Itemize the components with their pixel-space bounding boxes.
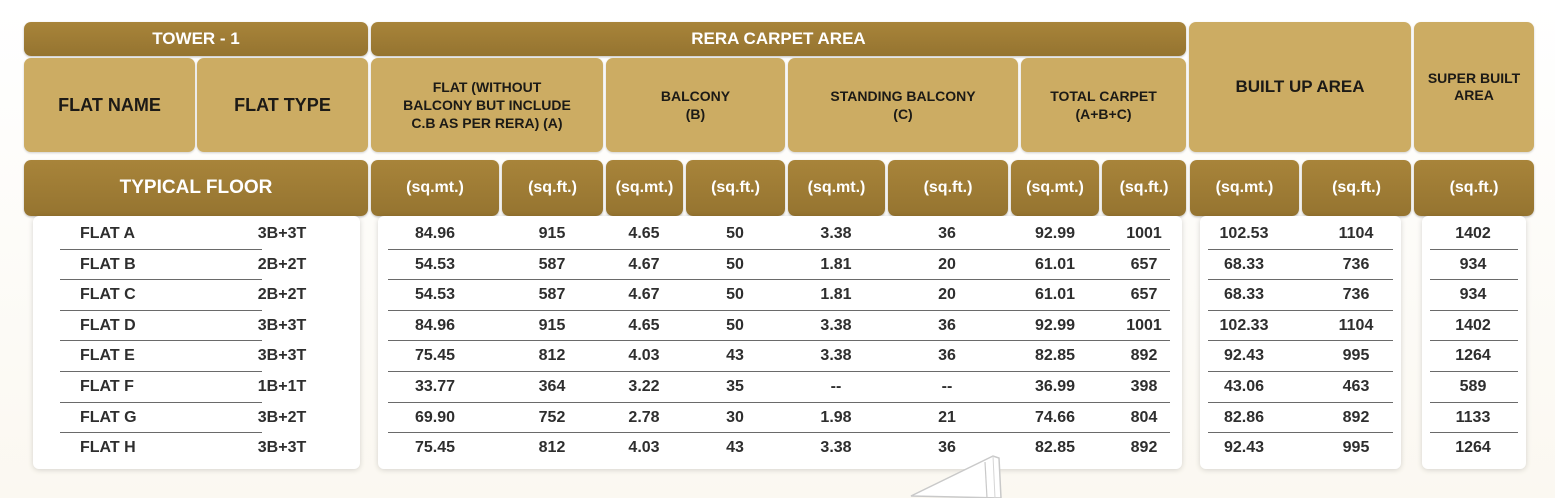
cell-bu-ft: 1104 xyxy=(1338,316,1374,334)
cell-sb-ft: 20 xyxy=(938,255,956,273)
cell-sb-mt: 1.81 xyxy=(820,255,852,273)
cell-tc-mt: 36.99 xyxy=(1034,378,1076,395)
flat-sqft-header: (sq.ft.) xyxy=(502,160,603,216)
cell-bal-ft: 50 xyxy=(726,286,744,304)
cell-tc-ft: 1001 xyxy=(1126,225,1162,242)
cell-bu-ft: 995 xyxy=(1342,347,1370,365)
cell-name: FLAT E xyxy=(80,347,135,365)
cell-type: 2B+2T xyxy=(257,286,307,304)
cell-flat-mt: 54.53 xyxy=(414,255,456,273)
cell-type: 2B+2T xyxy=(257,255,307,273)
cell-name: FLAT C xyxy=(80,286,136,304)
cell-sba-ft: 1402 xyxy=(1455,225,1491,242)
cell-tc-ft: 657 xyxy=(1130,286,1158,304)
cell-flat-mt: 75.45 xyxy=(414,439,456,457)
cell-bu-ft: 995 xyxy=(1342,439,1370,457)
cell-bal-mt: 3.22 xyxy=(628,378,660,395)
total-carpet-sqft-header: (sq.ft.) xyxy=(1102,160,1186,216)
cell-sb-mt: 3.38 xyxy=(820,316,852,334)
standing-balcony-sqmt-header: (sq.mt.) xyxy=(788,160,885,216)
cell-bal-ft: 43 xyxy=(726,347,744,365)
cell-type: 3B+3T xyxy=(257,316,307,334)
cell-tc-mt: 92.99 xyxy=(1034,225,1076,242)
cell-name: FLAT A xyxy=(80,225,136,242)
cell-bal-ft: 43 xyxy=(726,439,744,457)
cell-bu-mt: 102.53 xyxy=(1219,225,1269,242)
table-row xyxy=(0,219,1555,250)
cell-bu-mt: 43.06 xyxy=(1223,378,1265,395)
cell-tc-mt: 74.66 xyxy=(1034,408,1076,426)
cell-bu-mt: 102.33 xyxy=(1219,316,1269,334)
cell-bal-mt: 4.67 xyxy=(628,255,660,273)
cell-bal-ft: 50 xyxy=(726,316,744,334)
balcony-header: BALCONY (B) xyxy=(606,58,785,152)
cell-sba-ft: 934 xyxy=(1459,255,1487,273)
cell-flat-mt: 69.90 xyxy=(414,408,456,426)
cell-bu-ft: 463 xyxy=(1342,378,1370,395)
cell-flat-ft: 812 xyxy=(538,439,566,457)
cell-tc-ft: 1001 xyxy=(1126,316,1162,334)
cell-sb-mt: 3.38 xyxy=(820,225,852,242)
cell-sb-mt: 1.98 xyxy=(820,408,852,426)
cell-name: FLAT F xyxy=(80,378,134,395)
cell-bu-mt: 82.86 xyxy=(1223,408,1265,426)
cell-sb-ft: 36 xyxy=(938,225,956,242)
cell-name: FLAT H xyxy=(80,439,136,457)
cell-bu-mt: 92.43 xyxy=(1223,347,1265,365)
table-row xyxy=(0,280,1555,311)
cell-flat-ft: 587 xyxy=(538,255,566,273)
tower-header: TOWER - 1 xyxy=(24,22,368,56)
cell-type: 3B+3T xyxy=(257,347,307,365)
cell-sb-ft: 21 xyxy=(938,408,956,426)
cell-type: 3B+2T xyxy=(257,408,307,426)
cell-bal-mt: 4.65 xyxy=(628,316,660,334)
cell-sb-mt: -- xyxy=(830,378,842,395)
typical-floor-header: TYPICAL FLOOR xyxy=(24,160,368,216)
cell-bal-ft: 35 xyxy=(726,378,744,395)
cell-flat-ft: 915 xyxy=(538,316,566,334)
cell-sb-ft: 20 xyxy=(938,286,956,304)
cell-bu-ft: 736 xyxy=(1342,286,1370,304)
cell-type: 3B+3T xyxy=(257,225,307,242)
cell-flat-mt: 33.77 xyxy=(414,378,456,395)
cell-sb-ft: 36 xyxy=(938,439,956,457)
cell-name: FLAT G xyxy=(80,408,137,426)
cell-tc-ft: 892 xyxy=(1130,439,1158,457)
cell-tc-ft: 398 xyxy=(1130,378,1158,395)
cell-bal-mt: 4.03 xyxy=(628,347,660,365)
super-built-sqft-header: (sq.ft.) xyxy=(1414,160,1534,216)
cell-sba-ft: 1264 xyxy=(1455,439,1491,457)
cell-sba-ft: 1402 xyxy=(1455,316,1491,334)
built-up-area-header: BUILT UP AREA xyxy=(1189,22,1411,152)
cell-bal-ft: 30 xyxy=(726,408,744,426)
built-up-sqmt-header: (sq.mt.) xyxy=(1190,160,1299,216)
table-row xyxy=(0,433,1555,464)
cell-bal-mt: 4.03 xyxy=(628,439,660,457)
cell-bal-mt: 4.65 xyxy=(628,225,660,242)
cell-flat-ft: 915 xyxy=(538,225,566,242)
cell-flat-ft: 587 xyxy=(538,286,566,304)
cell-sba-ft: 589 xyxy=(1459,378,1487,395)
rera-carpet-area-header: RERA CARPET AREA xyxy=(371,22,1186,56)
cell-sb-ft: -- xyxy=(941,378,953,395)
cell-flat-mt: 84.96 xyxy=(414,225,456,242)
cell-sb-mt: 3.38 xyxy=(820,439,852,457)
cell-tc-ft: 892 xyxy=(1130,347,1158,365)
cell-bu-ft: 736 xyxy=(1342,255,1370,273)
cell-sb-ft: 36 xyxy=(938,316,956,334)
building-outline-icon xyxy=(905,452,1025,498)
cell-tc-mt: 82.85 xyxy=(1034,347,1076,365)
flat-type-header: FLAT TYPE xyxy=(197,58,368,152)
cell-type: 1B+1T xyxy=(257,378,307,395)
cell-tc-ft: 657 xyxy=(1130,255,1158,273)
total-carpet-sqmt-header: (sq.mt.) xyxy=(1011,160,1099,216)
flat-sqmt-header: (sq.mt.) xyxy=(371,160,499,216)
cell-tc-mt: 61.01 xyxy=(1034,255,1076,273)
cell-bal-mt: 2.78 xyxy=(628,408,660,426)
cell-tc-ft: 804 xyxy=(1130,408,1158,426)
cell-name: FLAT D xyxy=(80,316,136,334)
cell-flat-ft: 364 xyxy=(538,378,566,395)
table-row xyxy=(0,403,1555,434)
cell-bal-ft: 50 xyxy=(726,225,744,242)
cell-tc-mt: 61.01 xyxy=(1034,286,1076,304)
cell-flat-ft: 812 xyxy=(538,347,566,365)
table-row xyxy=(0,341,1555,372)
flat-without-balcony-header: FLAT (WITHOUT BALCONY BUT INCLUDE C.B AS PER RERA) (A) xyxy=(371,58,603,152)
flat-name-header: FLAT NAME xyxy=(24,58,195,152)
cell-flat-ft: 752 xyxy=(538,408,566,426)
cell-flat-mt: 54.53 xyxy=(414,286,456,304)
cell-sb-ft: 36 xyxy=(938,347,956,365)
table-row xyxy=(0,250,1555,281)
cell-sba-ft: 1264 xyxy=(1455,347,1491,365)
cell-bu-ft: 1104 xyxy=(1338,225,1374,242)
cell-type: 3B+3T xyxy=(257,439,307,457)
standing-balcony-sqft-header: (sq.ft.) xyxy=(888,160,1008,216)
cell-bu-mt: 68.33 xyxy=(1223,286,1265,304)
table-row xyxy=(0,311,1555,342)
super-built-area-header: SUPER BUILT AREA xyxy=(1414,22,1534,152)
cell-bu-mt: 68.33 xyxy=(1223,255,1265,273)
cell-flat-mt: 75.45 xyxy=(414,347,456,365)
cell-bu-ft: 892 xyxy=(1342,408,1370,426)
standing-balcony-header: STANDING BALCONY (C) xyxy=(788,58,1018,152)
cell-sba-ft: 1133 xyxy=(1455,408,1491,426)
cell-name: FLAT B xyxy=(80,255,136,273)
cell-sba-ft: 934 xyxy=(1459,286,1487,304)
cell-bal-mt: 4.67 xyxy=(628,286,660,304)
total-carpet-header: TOTAL CARPET (A+B+C) xyxy=(1021,58,1186,152)
balcony-sqmt-header: (sq.mt.) xyxy=(606,160,683,216)
balcony-sqft-header: (sq.ft.) xyxy=(686,160,785,216)
cell-sb-mt: 1.81 xyxy=(820,286,852,304)
cell-tc-mt: 82.85 xyxy=(1034,439,1076,457)
cell-sb-mt: 3.38 xyxy=(820,347,852,365)
built-up-sqft-header: (sq.ft.) xyxy=(1302,160,1411,216)
table-row xyxy=(0,372,1555,403)
cell-bu-mt: 92.43 xyxy=(1223,439,1265,457)
cell-tc-mt: 92.99 xyxy=(1034,316,1076,334)
cell-flat-mt: 84.96 xyxy=(414,316,456,334)
cell-bal-ft: 50 xyxy=(726,255,744,273)
